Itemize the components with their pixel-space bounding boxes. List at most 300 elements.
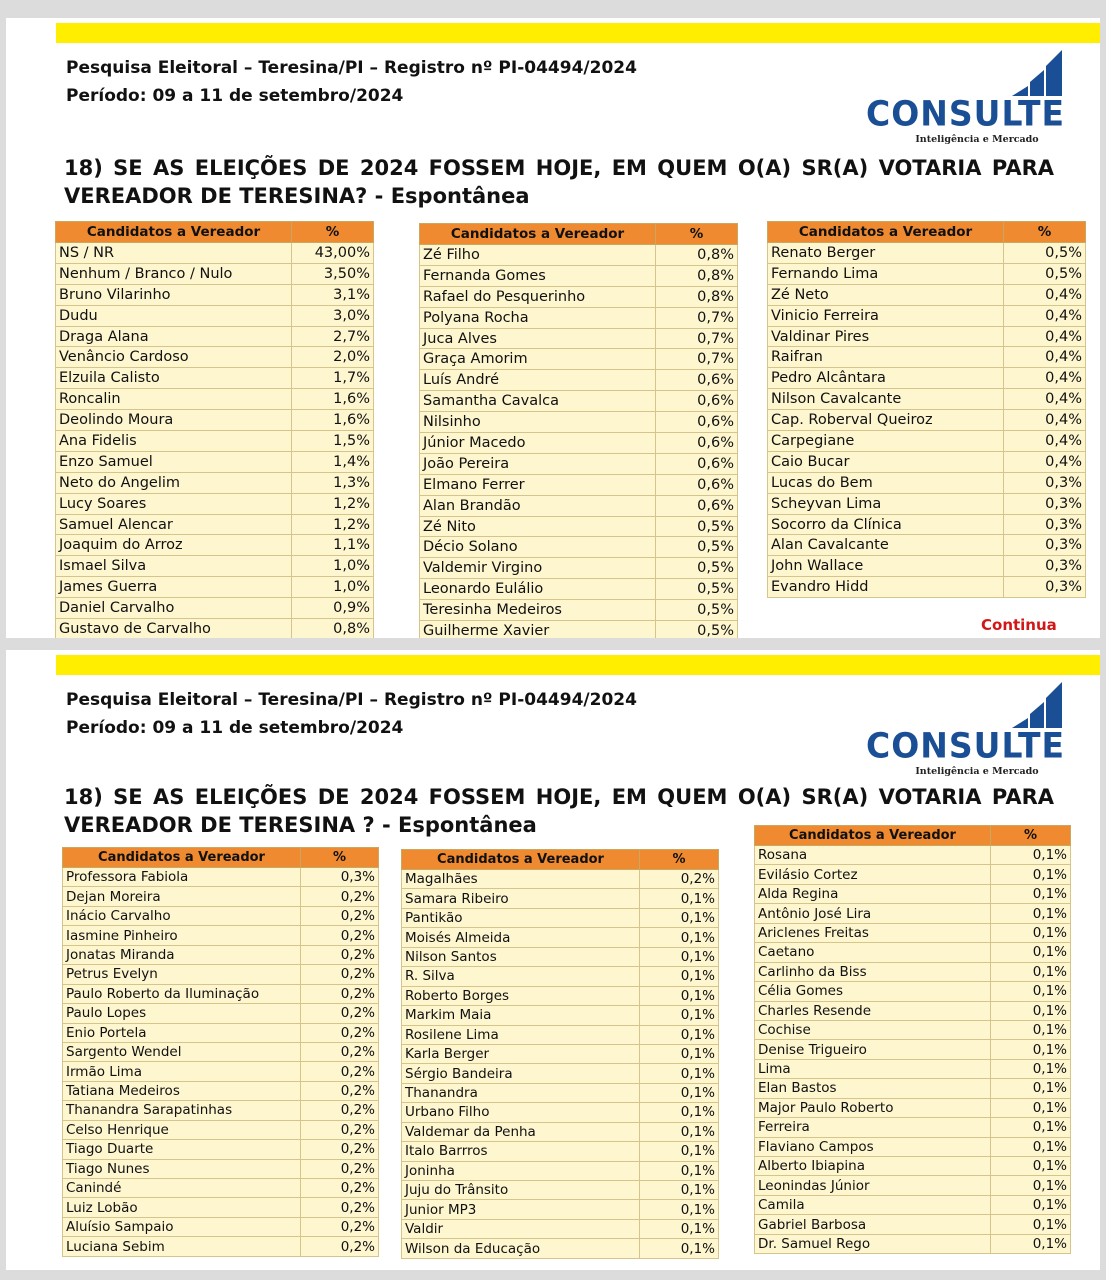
table-row (768, 326, 1086, 347)
candidate-name: Fernando Lima (768, 263, 1004, 284)
candidate-name: Valdinar Pires (768, 326, 1004, 347)
table-row (56, 598, 374, 619)
candidate-name: Luís André (420, 370, 656, 391)
candidate-name: Nilson Santos (402, 947, 640, 966)
candidate-pct: 0,6% (656, 412, 738, 433)
candidate-pct: 0,1% (991, 943, 1071, 962)
table-row (63, 1120, 379, 1139)
candidate-name: Venâncio Cardoso (56, 347, 292, 368)
table-row (420, 370, 738, 391)
table-row (63, 1042, 379, 1061)
table-row (63, 1101, 379, 1120)
candidate-name: Evilásio Cortez (755, 865, 991, 884)
candidate-name: Raifran (768, 347, 1004, 368)
candidate-pct: 0,1% (640, 1064, 719, 1083)
table-row (768, 493, 1086, 514)
question-line-1: 18) SE AS ELEIÇÕES DE 2024 FOSSEM HOJE, EM QUEM O(A) SR(A) VOTARIA PARA (64, 785, 1054, 809)
candidate-name: Valdir (402, 1219, 640, 1238)
candidate-pct: 0,5% (656, 537, 738, 558)
table-row (402, 1142, 719, 1161)
candidate-pct: 0,1% (991, 1195, 1071, 1214)
table-row (63, 1023, 379, 1042)
table-row (755, 904, 1071, 923)
yellow-band (56, 23, 1100, 43)
candidate-pct: 0,6% (656, 495, 738, 516)
candidate-name: Sérgio Bandeira (402, 1064, 640, 1083)
candidate-name: Tatiana Medeiros (63, 1081, 301, 1100)
table-row (768, 577, 1086, 598)
table-row (402, 1083, 719, 1102)
candidate-pct: 0,6% (656, 453, 738, 474)
candidate-name: Samantha Cavalca (420, 391, 656, 412)
candidate-name: Nilsinho (420, 412, 656, 433)
results-table-p2-1 (62, 847, 379, 1257)
candidate-name: Ferreira (755, 1118, 991, 1137)
candidate-name: Décio Solano (420, 537, 656, 558)
candidate-name: Valdemir Virgino (420, 558, 656, 579)
candidate-name: Rosilene Lima (402, 1025, 640, 1044)
table-row (402, 870, 719, 889)
col-header-pct: % (292, 222, 374, 243)
candidate-pct: 2,0% (292, 347, 374, 368)
candidate-name: Moisés Almeida (402, 928, 640, 947)
table-row (63, 868, 379, 887)
table-row (63, 945, 379, 964)
table-row (402, 1200, 719, 1219)
candidate-pct: 0,4% (1004, 410, 1086, 431)
candidate-name: Fernanda Gomes (420, 265, 656, 286)
table-row (420, 265, 738, 286)
table-row (755, 1059, 1071, 1078)
candidate-pct: 0,3% (1004, 556, 1086, 577)
table-row (56, 556, 374, 577)
table-row (768, 410, 1086, 431)
candidate-name: R. Silva (402, 967, 640, 986)
candidate-name: Dudu (56, 305, 292, 326)
candidate-pct: 0,2% (301, 945, 379, 964)
candidate-name: James Guerra (56, 577, 292, 598)
table-row (755, 962, 1071, 981)
candidate-pct: 0,6% (656, 391, 738, 412)
candidate-pct: 0,1% (640, 1025, 719, 1044)
table-row (768, 472, 1086, 493)
table-row (402, 1103, 719, 1122)
candidate-pct: 0,1% (991, 1118, 1071, 1137)
candidate-pct: 0,2% (301, 887, 379, 906)
candidate-pct: 1,3% (292, 472, 374, 493)
candidate-pct: 0,1% (991, 962, 1071, 981)
candidate-name: Célia Gomes (755, 982, 991, 1001)
candidate-name: Urbano Filho (402, 1103, 640, 1122)
candidate-pct: 0,3% (1004, 472, 1086, 493)
table-row (56, 243, 374, 264)
table-row (63, 965, 379, 984)
table-row (768, 305, 1086, 326)
candidate-name: Scheyvan Lima (768, 493, 1004, 514)
candidate-name: Rafael do Pesquerinho (420, 286, 656, 307)
table-row (63, 887, 379, 906)
candidate-pct: 0,1% (991, 1079, 1071, 1098)
candidate-pct: 0,3% (1004, 535, 1086, 556)
candidate-pct: 0,2% (301, 1081, 379, 1100)
candidate-name: Sargento Wendel (63, 1042, 301, 1061)
candidate-name: Socorro da Clínica (768, 514, 1004, 535)
table-row (755, 1234, 1071, 1253)
candidate-pct: 0,2% (301, 965, 379, 984)
question-text (64, 154, 1054, 210)
candidate-pct: 0,1% (640, 947, 719, 966)
candidate-name: Roncalin (56, 389, 292, 410)
table-row (420, 621, 738, 638)
candidate-pct: 0,6% (656, 433, 738, 454)
candidate-name: Pedro Alcântara (768, 368, 1004, 389)
table-row (402, 1181, 719, 1200)
candidate-pct: 0,1% (991, 865, 1071, 884)
table-row (755, 1118, 1071, 1137)
candidate-name: Evandro Hidd (768, 577, 1004, 598)
candidate-name: Gabriel Barbosa (755, 1215, 991, 1234)
table-row (755, 982, 1071, 1001)
candidate-pct: 0,4% (1004, 431, 1086, 452)
candidate-name: Zé Filho (420, 245, 656, 266)
candidate-name: Roberto Borges (402, 986, 640, 1005)
candidate-pct: 0,1% (640, 1142, 719, 1161)
table-row (63, 1140, 379, 1159)
table-row (56, 263, 374, 284)
candidate-name: Markim Maia (402, 1006, 640, 1025)
candidate-name: Leonindas Júnior (755, 1176, 991, 1195)
table-row (755, 1176, 1071, 1195)
table-row (420, 474, 738, 495)
candidate-pct: 0,8% (656, 245, 738, 266)
candidate-pct: 0,3% (1004, 493, 1086, 514)
candidate-pct: 0,1% (991, 904, 1071, 923)
results-table-p1-2 (419, 223, 738, 638)
candidate-name: Polyana Rocha (420, 307, 656, 328)
candidate-pct: 0,4% (1004, 326, 1086, 347)
candidate-name: Vinicio Ferreira (768, 305, 1004, 326)
candidate-name: Samuel Alencar (56, 514, 292, 535)
table-row (755, 1001, 1071, 1020)
table-row (402, 928, 719, 947)
candidate-pct: 0,1% (991, 1059, 1071, 1078)
table-row (755, 1020, 1071, 1039)
candidate-name: Luciana Sebim (63, 1237, 301, 1256)
table-row (755, 1137, 1071, 1156)
candidate-name: Renato Berger (768, 243, 1004, 264)
candidate-pct: 0,8% (292, 619, 374, 638)
candidate-pct: 0,4% (1004, 347, 1086, 368)
candidate-pct: 0,2% (301, 1023, 379, 1042)
question-line-2: VEREADOR DE TERESINA ? - Espontânea (64, 813, 537, 837)
candidate-pct: 0,2% (301, 1217, 379, 1236)
candidate-name: Samara Ribeiro (402, 889, 640, 908)
candidate-pct: 0,2% (640, 870, 719, 889)
candidate-pct: 0,2% (301, 1042, 379, 1061)
table-row (402, 1044, 719, 1063)
candidate-name: Deolindo Moura (56, 410, 292, 431)
candidate-pct: 1,4% (292, 451, 374, 472)
table-row (56, 493, 374, 514)
candidate-name: Junior MP3 (402, 1200, 640, 1219)
candidate-name: Ana Fidelis (56, 431, 292, 452)
candidate-pct: 2,7% (292, 326, 374, 347)
candidate-name: Luiz Lobão (63, 1198, 301, 1217)
continue-label: Continua (981, 616, 1057, 634)
candidate-name: Dr. Samuel Rego (755, 1234, 991, 1253)
candidate-pct: 0,3% (1004, 514, 1086, 535)
candidate-pct: 0,1% (640, 1219, 719, 1238)
table-row (755, 884, 1071, 903)
table-row (420, 349, 738, 370)
table-row (420, 412, 738, 433)
col-header-candidate: Candidatos a Vereador (420, 224, 656, 245)
brand-tagline: Inteligência e Mercado (915, 134, 1039, 145)
table-row (56, 577, 374, 598)
table-row (56, 305, 374, 326)
table-row (63, 1198, 379, 1217)
brand-name: CONSULTE (866, 725, 1066, 766)
candidate-name: Guilherme Xavier (420, 621, 656, 638)
col-header-pct: % (656, 224, 738, 245)
candidate-name: Júnior Macedo (420, 433, 656, 454)
candidate-pct: 1,2% (292, 514, 374, 535)
col-header-pct: % (640, 850, 719, 870)
candidate-name: Pantikão (402, 908, 640, 927)
survey-page-2 (6, 650, 1100, 1270)
candidate-pct: 0,1% (640, 908, 719, 927)
candidate-pct: 0,1% (991, 1020, 1071, 1039)
candidate-pct: 0,1% (991, 923, 1071, 942)
table-row (420, 600, 738, 621)
table-row (63, 1159, 379, 1178)
candidate-pct: 0,2% (301, 1004, 379, 1023)
candidate-name: Caio Bucar (768, 451, 1004, 472)
candidate-pct: 0,1% (640, 1103, 719, 1122)
table-row (56, 472, 374, 493)
candidate-pct: 0,5% (1004, 243, 1086, 264)
candidate-pct: 0,8% (656, 286, 738, 307)
candidate-name: Major Paulo Roberto (755, 1098, 991, 1117)
candidate-pct: 0,2% (301, 1159, 379, 1178)
table-row (768, 368, 1086, 389)
candidate-pct: 0,1% (640, 1006, 719, 1025)
col-header-pct: % (301, 848, 379, 868)
table-row (420, 286, 738, 307)
candidate-name: Inácio Carvalho (63, 906, 301, 925)
candidate-pct: 0,1% (991, 1137, 1071, 1156)
col-header-candidate: Candidatos a Vereador (56, 222, 292, 243)
candidate-pct: 0,4% (1004, 451, 1086, 472)
candidate-pct: 1,6% (292, 410, 374, 431)
table-row (63, 926, 379, 945)
candidate-pct: 0,1% (640, 889, 719, 908)
candidate-pct: 0,1% (640, 1161, 719, 1180)
table-row (755, 923, 1071, 942)
candidate-name: Tiago Duarte (63, 1140, 301, 1159)
table-row (56, 284, 374, 305)
candidate-name: Juju do Trânsito (402, 1181, 640, 1200)
col-header-pct: % (1004, 222, 1086, 243)
table-row (420, 307, 738, 328)
candidate-pct: 0,1% (991, 1176, 1071, 1195)
table-row (768, 347, 1086, 368)
table-row (63, 906, 379, 925)
candidate-name: João Pereira (420, 453, 656, 474)
table-row (402, 1122, 719, 1141)
table-row (402, 889, 719, 908)
candidate-name: Lima (755, 1059, 991, 1078)
table-row (56, 326, 374, 347)
yellow-band (56, 655, 1100, 675)
table-row (768, 514, 1086, 535)
candidate-name: Graça Amorim (420, 349, 656, 370)
table-row (420, 537, 738, 558)
candidate-pct: 0,1% (991, 1001, 1071, 1020)
table-row (402, 1161, 719, 1180)
candidate-name: Alan Brandão (420, 495, 656, 516)
candidate-pct: 0,5% (656, 516, 738, 537)
candidate-pct: 0,7% (656, 307, 738, 328)
col-header-candidate: Candidatos a Vereador (63, 848, 301, 868)
col-header-candidate: Candidatos a Vereador (402, 850, 640, 870)
table-row (56, 451, 374, 472)
candidate-name: Bruno Vilarinho (56, 284, 292, 305)
table-row (402, 1025, 719, 1044)
candidate-name: Tiago Nunes (63, 1159, 301, 1178)
candidate-pct: 0,3% (301, 868, 379, 887)
candidate-name: Petrus Evelyn (63, 965, 301, 984)
candidate-pct: 0,1% (991, 1215, 1071, 1234)
candidate-name: Alan Cavalcante (768, 535, 1004, 556)
candidate-pct: 0,5% (656, 621, 738, 638)
table-row (56, 368, 374, 389)
table-row (755, 1215, 1071, 1234)
candidate-pct: 0,2% (301, 926, 379, 945)
table-row (755, 865, 1071, 884)
table-row (402, 1006, 719, 1025)
candidate-pct: 0,1% (991, 1098, 1071, 1117)
candidate-name: Thanandra (402, 1083, 640, 1102)
table-row (63, 1237, 379, 1256)
candidate-name: Carpegiane (768, 431, 1004, 452)
brand-tagline: Inteligência e Mercado (915, 766, 1039, 777)
col-header-pct: % (991, 826, 1071, 846)
candidate-name: Elan Bastos (755, 1079, 991, 1098)
candidate-name: Lucy Soares (56, 493, 292, 514)
col-header-candidate: Candidatos a Vereador (755, 826, 991, 846)
candidate-name: Flaviano Campos (755, 1137, 991, 1156)
candidate-pct: 0,1% (991, 982, 1071, 1001)
candidate-pct: 0,2% (301, 1062, 379, 1081)
table-row (63, 1179, 379, 1198)
candidate-pct: 0,5% (656, 558, 738, 579)
table-row (420, 328, 738, 349)
table-row (402, 967, 719, 986)
table-row (420, 245, 738, 266)
col-header-candidate: Candidatos a Vereador (768, 222, 1004, 243)
candidate-name: Alberto Ibiapina (755, 1157, 991, 1176)
candidate-name: Daniel Carvalho (56, 598, 292, 619)
candidate-pct: 0,2% (301, 1237, 379, 1256)
table-row (755, 1098, 1071, 1117)
candidate-pct: 0,1% (991, 1040, 1071, 1059)
candidate-name: Celso Henrique (63, 1120, 301, 1139)
table-row (768, 284, 1086, 305)
brand-name: CONSULTE (866, 93, 1066, 134)
candidate-pct: 0,6% (656, 474, 738, 495)
candidate-name: Professora Fabiola (63, 868, 301, 887)
candidate-pct: 0,1% (991, 884, 1071, 903)
candidate-name: Enio Portela (63, 1023, 301, 1042)
candidate-pct: 0,5% (656, 579, 738, 600)
candidate-pct: 43,00% (292, 243, 374, 264)
table-row (402, 986, 719, 1005)
candidate-pct: 0,7% (656, 349, 738, 370)
table-row (420, 516, 738, 537)
candidate-name: Iasmine Pinheiro (63, 926, 301, 945)
candidate-name: Alda Regina (755, 884, 991, 903)
candidate-name: Leonardo Eulálio (420, 579, 656, 600)
candidate-pct: 0,1% (640, 986, 719, 1005)
table-row (63, 1004, 379, 1023)
table-row (420, 495, 738, 516)
table-row (63, 1062, 379, 1081)
candidate-name: Jonatas Miranda (63, 945, 301, 964)
question-line-2: VEREADOR DE TERESINA? - Espontânea (64, 184, 530, 208)
candidate-pct: 0,8% (656, 265, 738, 286)
results-table-p2-3 (754, 825, 1071, 1254)
table-row (402, 1064, 719, 1083)
candidate-name: John Wallace (768, 556, 1004, 577)
candidate-name: Zé Neto (768, 284, 1004, 305)
candidate-pct: 0,4% (1004, 284, 1086, 305)
survey-header-title: Pesquisa Eleitoral – Teresina/PI – Registro nº PI-04494/2024 (66, 58, 637, 78)
table-row (402, 1219, 719, 1238)
table-row (755, 1157, 1071, 1176)
candidate-name: Teresinha Medeiros (420, 600, 656, 621)
candidate-name: Lucas do Bem (768, 472, 1004, 493)
table-row (755, 943, 1071, 962)
results-table-p1-1 (55, 221, 374, 638)
candidate-name: Elzuila Calisto (56, 368, 292, 389)
candidate-pct: 0,1% (640, 928, 719, 947)
table-row (768, 535, 1086, 556)
candidate-name: Camila (755, 1195, 991, 1214)
consulte-logo (864, 46, 1064, 146)
table-row (768, 389, 1086, 410)
table-row (420, 391, 738, 412)
candidate-pct: 0,4% (1004, 368, 1086, 389)
candidate-name: Denise Trigueiro (755, 1040, 991, 1059)
candidate-name: Dejan Moreira (63, 887, 301, 906)
candidate-name: Joninha (402, 1161, 640, 1180)
candidate-name: Antônio José Lira (755, 904, 991, 923)
candidate-name: Wilson da Educação (402, 1239, 640, 1258)
table-row (768, 451, 1086, 472)
candidate-name: Elmano Ferrer (420, 474, 656, 495)
candidate-name: Carlinho da Biss (755, 962, 991, 981)
table-row (63, 1217, 379, 1236)
candidate-pct: 0,1% (991, 1234, 1071, 1253)
table-row (768, 556, 1086, 577)
table-row (56, 431, 374, 452)
candidate-name: Joaquim do Arroz (56, 535, 292, 556)
candidate-name: Irmão Lima (63, 1062, 301, 1081)
table-row (56, 535, 374, 556)
table-row (63, 1081, 379, 1100)
candidate-pct: 1,0% (292, 577, 374, 598)
